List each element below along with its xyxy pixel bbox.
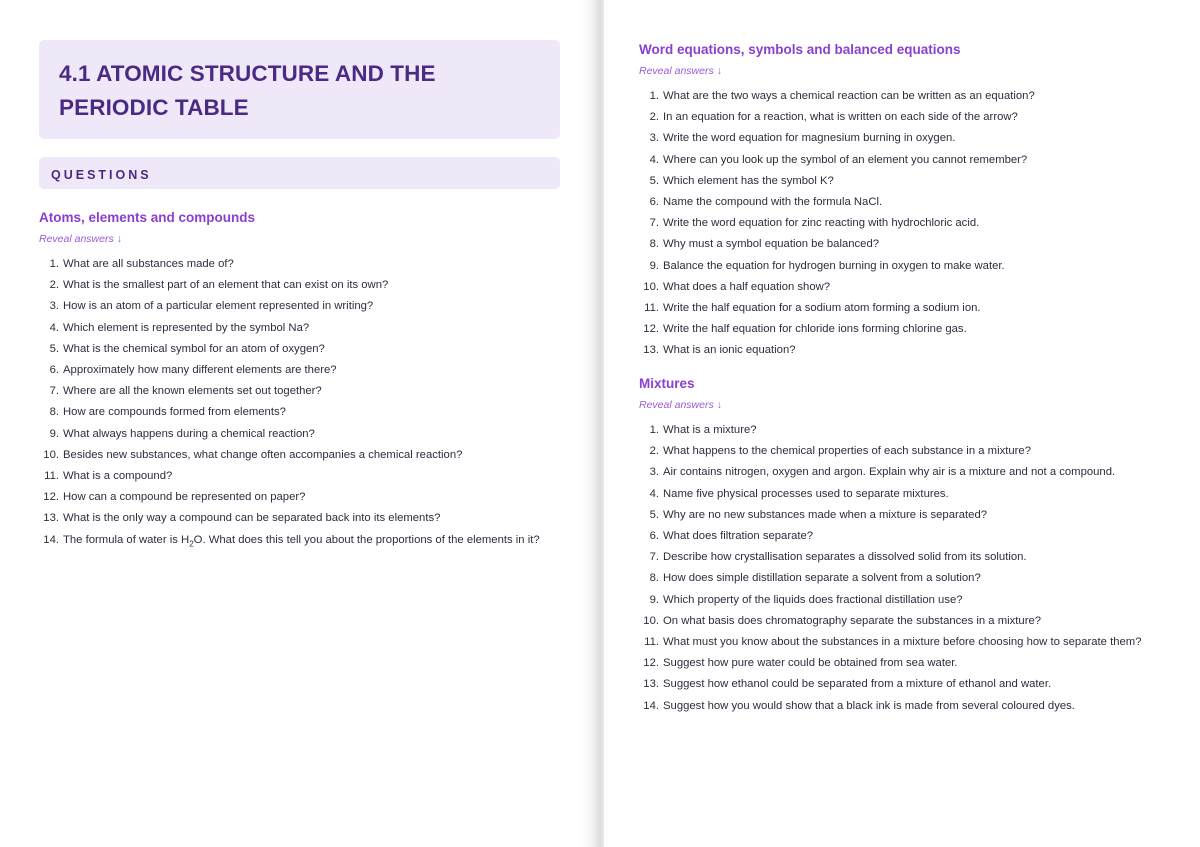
question-item [639, 526, 1195, 547]
question-item [639, 653, 1195, 674]
question-text: Why are no new substances made when a mixture is separated? [663, 508, 988, 521]
reveal-answers-link[interactable] [639, 64, 1195, 78]
question-item [639, 319, 1195, 340]
question-number: 11. [644, 302, 659, 315]
question-number: 9. [649, 593, 659, 606]
question-text-end: O. What does this tell you about the proportions of the elements in it? [193, 533, 540, 546]
reveal-answers-link[interactable] [639, 398, 1195, 412]
question-item [39, 254, 579, 275]
question-item [639, 568, 1195, 589]
question-item [639, 107, 1195, 128]
question-number: 3. [49, 300, 59, 313]
question-item [639, 696, 1195, 717]
question-text: What does filtration separate? [663, 530, 814, 543]
question-number: 13. [643, 678, 659, 691]
question-item [39, 424, 579, 445]
question-text: What must you know about the substances in a mixture before choosing how to separate them? [663, 636, 1142, 649]
question-text: Approximately how many different elements are there? [63, 364, 337, 377]
question-text: How does simple distillation separate a solvent from a solution? [663, 572, 981, 585]
question-text: How can a compound be represented on paper? [63, 491, 306, 504]
question-number: 1. [649, 90, 659, 102]
question-number: 5. [649, 174, 659, 187]
subscript-number: 2 [189, 538, 194, 548]
question-text: What is the only way a compound can be separated back into its elements? [63, 512, 441, 525]
question-item [639, 420, 1195, 441]
question-item [639, 340, 1195, 361]
questions-label: QUESTIONS [51, 168, 152, 182]
question-text: Describe how crystallisation separates a dissolved solid from its solution. [663, 551, 1027, 564]
question-text-start: The formula of water is H [63, 533, 190, 546]
question-item [639, 213, 1195, 234]
question-text: On what basis does chromatography separate the substances in a mixture? [663, 614, 1042, 627]
section-heading: Mixtures [639, 376, 695, 391]
question-text [63, 530, 540, 551]
question-text: What happens to the chemical properties of each substance in a mixture? [663, 445, 1031, 458]
question-item [639, 234, 1195, 255]
question-item [39, 275, 579, 296]
question-item [639, 505, 1195, 526]
question-list [639, 86, 1195, 362]
question-number: 12. [643, 657, 659, 670]
question-number: 9. [49, 427, 59, 440]
question-number: 14. [43, 533, 59, 546]
question-text: What is a compound? [63, 470, 173, 483]
question-text: Name the compound with the formula NaCl. [663, 196, 883, 209]
question-item [39, 381, 579, 402]
question-item [39, 360, 579, 381]
question-item [39, 339, 579, 360]
question-number: 5. [649, 508, 659, 521]
question-text: Air contains nitrogen, oxygen and argon. Explain why air is a mixture and not a compound. [663, 466, 1116, 479]
question-text: How is an atom of a particular element represented in writing? [63, 300, 374, 313]
question-text: Write the word equation for magnesium burning in oxygen. [663, 132, 956, 145]
question-item [639, 128, 1195, 149]
question-number: 10. [643, 280, 659, 293]
question-text: How are compounds formed from elements? [63, 406, 286, 419]
chapter-title-box [39, 40, 560, 139]
section-atoms-elements-compounds [39, 209, 579, 551]
question-number: 14. [643, 699, 659, 712]
question-text: Which element is represented by the symbol Na? [63, 321, 310, 334]
question-number: 2. [649, 111, 659, 124]
question-text: Write the half equation for a sodium atom forming a sodium ion. [663, 302, 981, 315]
question-number: 1. [49, 258, 59, 270]
question-text: What is a mixture? [663, 424, 757, 436]
question-list [639, 420, 1195, 717]
down-arrow-icon: ↓ [716, 65, 722, 77]
section-heading: Word equations, symbols and balanced equations [639, 42, 961, 57]
question-text: Write the word equation for zinc reacting with hydrochloric acid. [663, 217, 980, 230]
question-item [639, 256, 1195, 277]
question-item [39, 402, 579, 423]
reveal-answers-label: Reveal answers [639, 65, 714, 77]
question-number: 6. [649, 196, 659, 209]
reveal-answers-label: Reveal answers [639, 399, 714, 411]
question-number: 4. [649, 153, 659, 166]
question-number: 4. [649, 487, 659, 500]
question-text: Write the half equation for chloride ions forming chlorine gas. [663, 323, 967, 336]
question-item [639, 277, 1195, 298]
question-number: 1. [649, 424, 659, 436]
question-item [639, 547, 1195, 568]
section-heading: Atoms, elements and compounds [39, 210, 256, 225]
question-number: 3. [649, 132, 659, 145]
down-arrow-icon: ↓ [716, 399, 722, 411]
reveal-answers-link[interactable] [39, 232, 579, 246]
question-item [639, 484, 1195, 505]
chapter-title: 4.1 ATOMIC STRUCTURE AND THE PERIODIC TABLE [59, 61, 436, 120]
reveal-answers-label: Reveal answers [39, 233, 114, 245]
question-number: 6. [49, 364, 59, 377]
question-text: Which element has the symbol K? [663, 174, 834, 187]
question-text: What always happens during a chemical reaction? [63, 427, 315, 440]
question-item [639, 632, 1195, 653]
question-list [39, 254, 579, 551]
question-number: 3. [649, 466, 659, 479]
question-item [39, 318, 579, 339]
question-text: Where are all the known elements set out together? [63, 385, 322, 398]
question-item [639, 192, 1195, 213]
down-arrow-icon: ↓ [116, 233, 122, 245]
question-text: Balance the equation for hydrogen burning in oxygen to make water. [663, 259, 1005, 272]
question-number: 2. [49, 279, 59, 292]
question-text: Suggest how ethanol could be separated from a mixture of ethanol and water. [663, 678, 1052, 691]
question-number: 8. [649, 238, 659, 251]
question-item [39, 445, 579, 466]
question-item [39, 466, 579, 487]
question-number: 13. [43, 512, 59, 525]
question-text: What are all substances made of? [63, 258, 234, 270]
question-number: 12. [643, 323, 659, 336]
question-number: 7. [49, 385, 59, 398]
question-number: 4. [49, 321, 59, 334]
question-number: 7. [649, 217, 659, 230]
question-text: What is the chemical symbol for an atom of oxygen? [63, 342, 325, 355]
questions-header [39, 157, 560, 189]
question-number: 2. [649, 445, 659, 458]
question-number: 11. [644, 636, 659, 649]
section-mixtures [639, 375, 1195, 717]
question-text: Besides new substances, what change often accompanies a chemical reaction? [63, 448, 463, 461]
question-number: 7. [649, 551, 659, 564]
question-text: Which property of the liquids does fractional distillation use? [663, 593, 963, 606]
question-item [39, 530, 579, 551]
question-item [39, 296, 579, 317]
question-text: What does a half equation show? [663, 280, 831, 293]
question-item [639, 150, 1195, 171]
question-item [639, 171, 1195, 192]
question-number: 5. [49, 342, 59, 355]
question-item [639, 590, 1195, 611]
question-text: What are the two ways a chemical reaction can be written as an equation? [663, 90, 1035, 102]
question-number: 13. [643, 344, 659, 357]
question-item [639, 611, 1195, 632]
question-text: What is an ionic equation? [663, 344, 796, 357]
question-number: 8. [649, 572, 659, 585]
question-number: 10. [643, 614, 659, 627]
question-text: In an equation for a reaction, what is written on each side of the arrow? [663, 111, 1018, 124]
question-number: 11. [44, 470, 59, 483]
question-text: Name five physical processes used to separate mixtures. [663, 487, 949, 500]
question-item [39, 508, 579, 529]
question-text: Why must a symbol equation be balanced? [663, 238, 880, 251]
question-text: Where can you look up the symbol of an element you cannot remember? [663, 153, 1028, 166]
question-item [639, 674, 1195, 695]
right-page [604, 0, 1200, 847]
question-item [639, 86, 1195, 107]
question-item [639, 462, 1195, 483]
question-item [39, 487, 579, 508]
question-number: 9. [649, 259, 659, 272]
question-number: 8. [49, 406, 59, 419]
question-number: 10. [43, 448, 59, 461]
question-text: Suggest how you would show that a black ink is made from several coloured dyes. [663, 699, 1075, 712]
question-number: 12. [43, 491, 59, 504]
question-number: 6. [649, 530, 659, 543]
question-item [639, 298, 1195, 319]
left-page [0, 0, 596, 847]
question-text: Suggest how pure water could be obtained from sea water. [663, 657, 958, 670]
question-text: What is the smallest part of an element that can exist on its own? [63, 279, 389, 292]
question-item [639, 441, 1195, 462]
section-word-equations [639, 41, 1195, 362]
